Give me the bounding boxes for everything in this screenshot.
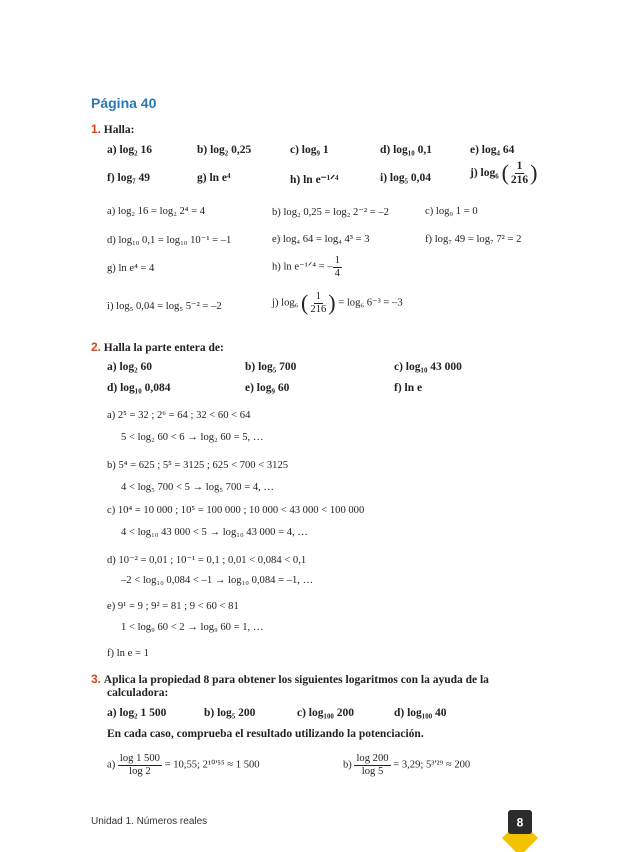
ex2-sol-a-line1: a) 2⁵ = 32 ; 2⁶ = 64 ; 32 < 60 < 64 (107, 410, 251, 421)
ex2-item-e: e) log₉ 60 (245, 382, 290, 394)
ex2-sol-a-line2: 5 < log₂ 60 < 6 → log₂ 60 = 5, … (121, 432, 264, 443)
ex1-sol-c: c) log₉ 1 = 0 (425, 206, 478, 217)
ex3-item-b: b) log₅ 200 (204, 707, 256, 719)
fraction: $\frac{\log 200}{\log 5}$ (356, 753, 389, 777)
ex2-sol-c-line1: c) 10⁴ = 10 000 ; 10⁵ = 100 000 ; 10 000 < 43 000 < 100 000 (107, 505, 365, 516)
ex2-sol-e-line2: 1 < log₉ 60 < 2 → log₉ 60 = 1, … (121, 622, 264, 633)
page-number: 8 (516, 815, 524, 830)
fraction: $\frac{1}{216}$ (510, 160, 529, 186)
fraction: $\frac{1}{216}$ (310, 290, 327, 315)
ex1-sol-f: f) log₇ 49 = log₇ 7² = 2 (425, 234, 522, 245)
ex1-item-e: e) log₄ 64 (470, 144, 515, 156)
ex1-item-b: b) log₂ 0,25 (197, 144, 252, 156)
ex2-item-a: a) log₂ 60 (107, 361, 152, 373)
page-title: Página 40 (91, 95, 157, 111)
ex3-sol-b: b) $\frac{\log 200}{\log 5}$ = 3,29; 5³'²⁹ ≈ 200 (343, 753, 471, 777)
ex1-item-f: f) log₇ 49 (107, 172, 151, 184)
exercise-number: 3. (91, 672, 102, 686)
ex1-sol-g: g) ln e⁴ = 4 (107, 263, 155, 274)
ex1-item-h: h) ln e⁻¹ᐟ⁴ (290, 174, 339, 186)
exercise-title: Halla: (103, 124, 135, 136)
ex1-sol-e: e) log₄ 64 = log₄ 4³ = 3 (272, 234, 370, 245)
ex1-item-j-label: j) log₆ (470, 166, 499, 179)
ex1-sol-j: j) log₆ ( $\frac{1}{216}$ ) = log₆ 6⁻³ = –3 (272, 290, 403, 315)
page-badge (508, 810, 532, 834)
ex1-sol-i: i) log₅ 0,04 = log₅ 5⁻² = –2 (107, 301, 222, 312)
exercise-number: 1. (91, 122, 102, 136)
ex2-sol-b-line1: b) 5⁴ = 625 ; 5⁵ = 3125 ; 625 < 700 < 3125 (107, 460, 289, 471)
ex2-sol-c-line2: 4 < log₁₀ 43 000 < 5 → log₁₀ 43 000 = 4, … (121, 527, 308, 538)
fraction: $\frac{\log 1 500}{\log 2}$ (119, 753, 160, 777)
exercise-title-cont: calculadora: (107, 687, 169, 699)
ex3-item-a: a) log₂ 1 500 (107, 707, 167, 719)
ex2-item-f: f) ln e (394, 382, 423, 394)
exercise-2-header (91, 340, 224, 354)
exercise-3-header (91, 672, 489, 686)
footer-unit: Unidad 1. Números reales (91, 816, 208, 827)
fraction: $\frac{1}{4}$ (334, 255, 340, 279)
ex1-item-g: g) ln e⁴ (197, 172, 231, 184)
ex2-item-d: d) log₁₀ 0,084 (107, 382, 171, 394)
ex2-item-c: c) log₁₀ 43 000 (394, 361, 462, 373)
ex2-item-b: b) log₅ 700 (245, 361, 297, 373)
ex3-item-d: d) log₁₀₀ 40 (394, 707, 447, 719)
ex1-item-j: j) log₆ ( $\frac{1}{216}$ ) (470, 160, 538, 186)
ex2-sol-d-line1: d) 10⁻² = 0,01 ; 10⁻¹ = 0,1 ; 0,01 < 0,084 < 0,1 (107, 555, 307, 566)
ex2-sol-f: f) ln e = 1 (107, 648, 149, 659)
exercise-1-header (91, 122, 134, 136)
exercise-number: 2. (91, 340, 102, 354)
ex2-sol-d-line2: –2 < log₁₀ 0,084 < –1 → log₁₀ 0,084 = –1, … (121, 575, 314, 586)
ex3-note: En cada caso, comprueba el resultado utilizando la potenciación. (107, 728, 424, 740)
ex1-sol-h: h) ln e⁻¹ᐟ⁴ = – $\frac{1}{4}$ (272, 255, 340, 279)
ex1-item-i: i) log₅ 0,04 (380, 172, 432, 184)
ex3-item-c: c) log₁₀₀ 200 (297, 707, 354, 719)
ex1-sol-b: b) log₂ 0,25 = log₂ 2⁻² = –2 (272, 207, 389, 218)
ex1-sol-a: a) log₂ 16 = log₂ 2⁴ = 4 (107, 206, 206, 217)
ex1-sol-d: d) log₁₀ 0,1 = log₁₀ 10⁻¹ = –1 (107, 235, 232, 246)
ex2-sol-b-line2: 4 < log₅ 700 < 5 → log₅ 700 = 4, … (121, 482, 275, 493)
ex3-sol-a: a) $\frac{\log 1 500}{\log 2}$ = 10,55; 2¹⁰'⁵⁵ ≈ 1 500 (107, 753, 260, 777)
exercise-title: Halla la parte entera de: (103, 342, 224, 354)
exercise-title: Aplica la propiedad 8 para obtener los siguientes logaritmos con la ayuda de la (103, 674, 489, 686)
ex1-item-c: c) log₉ 1 (290, 144, 329, 156)
ex1-item-a: a) log₂ 16 (107, 144, 152, 156)
ex2-sol-e-line1: e) 9¹ = 9 ; 9² = 81 ; 9 < 60 < 81 (107, 601, 239, 612)
ex1-item-d: d) log₁₀ 0,1 (380, 144, 432, 156)
